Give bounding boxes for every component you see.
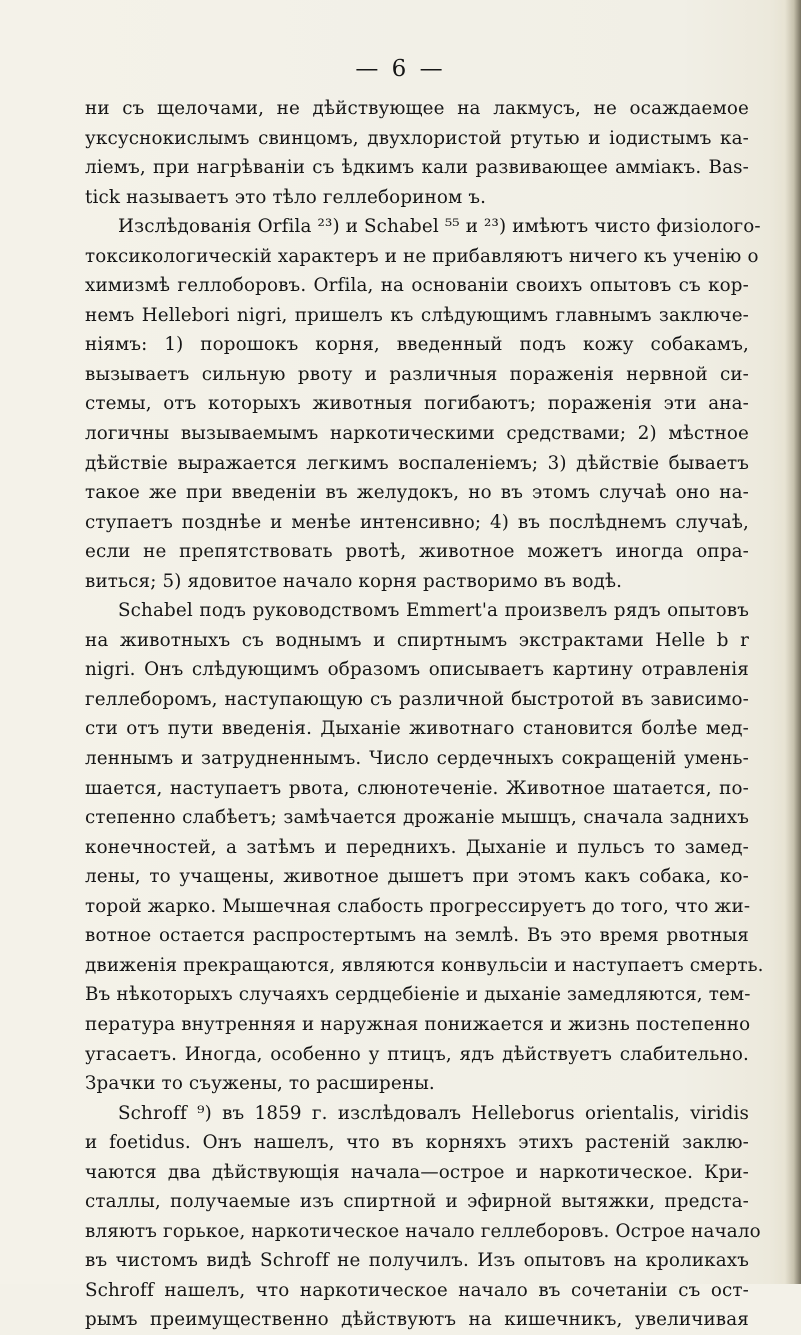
text-line: степенно слабѣетъ; замѣчается дрожаніе мышцъ, сначала заднихъ bbox=[85, 807, 749, 829]
text-line: и foetidus. Онъ нашелъ, что въ корняхъ этихъ растеній заклю- bbox=[85, 1132, 749, 1154]
text-line: торой жарко. Мышечная слабость прогрессируетъ до того, что жи- bbox=[85, 895, 751, 917]
text-line: вляютъ горькое, наркотическое начало геллеборовъ. Острое начало bbox=[85, 1220, 761, 1242]
text-line: Изслѣдованія Orfila ²³) и Schabel ⁵⁵ и ²³) имѣютъ чисто физіолого- bbox=[118, 216, 761, 238]
page-edge-shadow bbox=[785, 0, 801, 1284]
text-line: въ чистомъ видѣ Schroff не получилъ. Изъ опытовъ на кроликахъ bbox=[85, 1250, 749, 1272]
text-line: сти отъ пути введенія. Дыханіе животнаго становится болѣе мед- bbox=[85, 718, 749, 740]
text-line: Schabel подъ руководствомъ Emmert'a произвелъ рядъ опытовъ bbox=[118, 600, 749, 622]
text-line: Schroff ⁹) въ 1859 г. изслѣдовалъ Helleborus orientalis, viridis bbox=[118, 1102, 749, 1124]
text-line: Зрачки то съужены, то расширены. bbox=[85, 1073, 435, 1095]
text-line: виться; 5) ядовитое начало корня растворимо въ водѣ. bbox=[85, 570, 623, 592]
text-line: немъ Helleborі nigri, пришелъ къ слѣдующимъ главнымъ заключе- bbox=[85, 304, 749, 326]
text-line: ни съ щелочами, не дѣйствующее на лакмусъ, не осаждаемое bbox=[85, 98, 749, 119]
text-line: nigri. Онъ слѣдующимъ образомъ описываетъ картину отравленія bbox=[85, 659, 749, 681]
text-line: Schroff нашелъ, что наркотическое начало въ сочетаніи съ ост- bbox=[85, 1279, 749, 1301]
text-line: геллеборомъ, наступающую съ различной быстротой въ зависимо- bbox=[85, 688, 749, 710]
text-line: леннымъ и затрудненнымъ. Число сердечныхъ сокращеній умень- bbox=[85, 748, 749, 770]
text-line: tick называетъ это тѣло геллеборином ъ. bbox=[85, 186, 487, 208]
text-line: ступаетъ позднѣе и менѣе интенсивно; 4) въ послѣднемъ случаѣ, bbox=[85, 511, 749, 533]
text-line: химизмѣ геллоборовъ. Orfila, на основаніи своихъ опытовъ съ кор- bbox=[85, 275, 749, 297]
text-line: токсикологическій характеръ и не прибавляютъ ничего къ ученію о bbox=[85, 245, 759, 267]
text-line: лены, то учащены, животное дышетъ при этомъ какъ собака, ко- bbox=[85, 866, 749, 888]
text-line: чаются два дѣйствующія начала—острое и наркотическое. Кри- bbox=[85, 1161, 749, 1183]
text-line: уксуснокислымъ свинцомъ, двухлористой ртутью и іодистымъ ка- bbox=[85, 127, 749, 149]
text-line: вотное остается распростертымъ на землѣ. Въ это время рвотныя bbox=[85, 925, 749, 947]
text-line: такое же при введеніи въ желудокъ, но въ этомъ случаѣ оно на- bbox=[85, 482, 749, 504]
text-line: Въ нѣкоторыхъ случаяхъ сердцебіеніе и дыханіе замедляются, тем- bbox=[85, 984, 751, 1006]
text-line: вызываетъ сильную рвоту и различныя пораженія нервной си- bbox=[85, 363, 749, 385]
text-line: конечностей, а затѣмъ и переднихъ. Дыханіе и пульсъ то замед- bbox=[85, 836, 749, 858]
text-line: движенія прекращаются, являются конвульсіи и наступаетъ смерть. bbox=[85, 954, 764, 976]
text-line: ліемъ, при нагрѣваніи съ ѣдкимъ кали развивающее амміакъ. Bas- bbox=[85, 157, 749, 179]
page-number: — 6 — bbox=[355, 56, 446, 82]
text-line: на животныхъ съ воднымъ и спиртнымъ экстрактами Helle b r bbox=[85, 629, 749, 651]
text-line: рымъ преимущественно дѣйствуютъ на кишечникъ, увеличивая bbox=[85, 1309, 749, 1331]
text-line: если не препятствовать рвотѣ, животное можетъ иногда опра- bbox=[85, 541, 749, 563]
text-line: стемы, отъ которыхъ животныя погибаютъ; пораженія эти ана- bbox=[85, 393, 749, 415]
text-line: дѣйствіе выражается легкимъ воспаленіемъ; 3) дѣйствіе бываетъ bbox=[85, 452, 749, 474]
text-line: угасаетъ. Иногда, особенно у птицъ, ядъ дѣйствуетъ слабительно. bbox=[85, 1043, 749, 1065]
text-line: логичны вызываемымъ наркотическими средствами; 2) мѣстное bbox=[85, 423, 749, 445]
text-line: ніямъ: 1) порошокъ корня, введенный подъ кожу собакамъ, bbox=[85, 334, 749, 356]
body-text bbox=[85, 94, 764, 1335]
text-line: сталлы, получаемые изъ спиртной и эфирной вытяжки, предста- bbox=[85, 1191, 749, 1213]
text-line: пература внутренняя и наружная понижается и жизнь постепенно bbox=[85, 1013, 751, 1035]
text-line: шается, наступаетъ рвота, слюнотеченіе. Животное шатается, по- bbox=[85, 777, 749, 799]
